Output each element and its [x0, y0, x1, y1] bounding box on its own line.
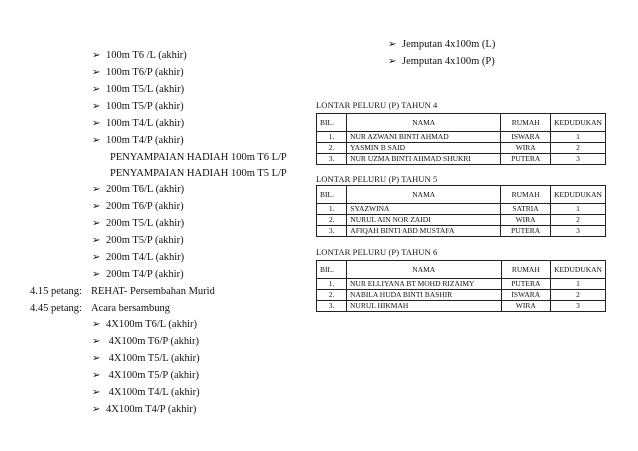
arrow-bullet-icon: ➢ [388, 39, 397, 50]
invitation-item: ➢ Jemputan 4x100m (P) [388, 56, 495, 67]
event-item: ➢ 100m T5/L (akhir) [92, 84, 185, 95]
event-item: ➢ 100m T4/L (akhir) [92, 118, 185, 129]
arrow-bullet-icon: ➢ [92, 387, 101, 398]
event-item: ➢ 200m T6/L (akhir) [92, 184, 185, 195]
event-item: ➢ 100m T4/P (akhir) [92, 135, 184, 146]
results-table [316, 113, 606, 165]
arrow-bullet-icon: ➢ [92, 336, 101, 347]
table-row: 2. NURUL AIN NOR ZAIDI WIRA 2 [317, 215, 606, 226]
event-item: ➢ 100m T6/P (akhir) [92, 67, 184, 78]
arrow-bullet-icon: ➢ [92, 84, 101, 95]
arrow-bullet-icon: ➢ [92, 135, 101, 146]
table-row: 3. AFIQAH BINTI ABD MUSTAFA PUTERA 3 [317, 226, 606, 237]
arrow-bullet-icon: ➢ [92, 353, 101, 364]
arrow-bullet-icon: ➢ [388, 56, 397, 67]
event-item: ➢ 100m T5/P (akhir) [92, 101, 184, 112]
event-item: ➢ 100m T6 /L (akhir) [92, 50, 187, 61]
header-kedudukan: KEDUDUKAN [551, 186, 606, 204]
presentation-line: PENYAMPAIAN HADIAH 100m T5 L/P [110, 168, 287, 179]
event-item: ➢ 200m T5/P (akhir) [92, 235, 184, 246]
results-table [316, 185, 606, 237]
table-row: 3. NUR UZMA BINTI AHMAD SHUKRI PUTERA 3 [317, 154, 606, 165]
table-row: 1. NUR AZWANI BINTI AHMAD ISWARA 1 [317, 132, 606, 143]
header-nama: NAMA [347, 114, 501, 132]
results-table [316, 260, 606, 312]
event-item: ➢ 4X100m T5/P (akhir) [92, 370, 200, 381]
arrow-bullet-icon: ➢ [92, 101, 101, 112]
invitation-item: ➢ Jemputan 4x100m (L) [388, 39, 496, 50]
arrow-bullet-icon: ➢ [92, 184, 101, 195]
header-nama: NAMA [347, 186, 501, 204]
section-title: LONTAR PELURU (P) TAHUN 6 [316, 247, 438, 257]
header-rumah: RUMAH [501, 114, 551, 132]
schedule-time: 4.15 petang [30, 286, 79, 297]
schedule-separator: : [79, 286, 82, 297]
arrow-bullet-icon: ➢ [92, 269, 101, 280]
header-rumah: RUMAH [501, 261, 551, 279]
schedule-text: Acara bersambung [91, 303, 171, 314]
table-row: 2. NABILA HUDA BINTI BASHIR ISWARA 2 [317, 290, 606, 301]
event-item: ➢ 4X100m T4/L (akhir) [92, 387, 200, 398]
event-item: ➢ 4X100m T6/L (akhir) [92, 319, 197, 330]
event-item: ➢ 4X100m T6/P (akhir) [92, 336, 200, 347]
arrow-bullet-icon: ➢ [92, 50, 101, 61]
event-item: ➢ 200m T4/L (akhir) [92, 252, 185, 263]
header-rumah: RUMAH [501, 186, 551, 204]
arrow-bullet-icon: ➢ [92, 404, 101, 415]
header-bil: BIL. [317, 186, 347, 204]
presentation-line: PENYAMPAIAN HADIAH 100m T6 L/P [110, 152, 287, 163]
header-nama: NAMA [347, 261, 502, 279]
table-row: 3. NURUL HIKMAH WIRA 3 [317, 301, 606, 312]
section-title: LONTAR PELURU (P) TAHUN 5 [316, 174, 438, 184]
table-row: 2. YASMIN B SAID WIRA 2 [317, 143, 606, 154]
arrow-bullet-icon: ➢ [92, 235, 101, 246]
schedule-text: REHAT- Persembahan Murid [91, 286, 215, 297]
header-kedudukan: KEDUDUKAN [551, 114, 606, 132]
header-bil: BIL. [317, 114, 347, 132]
schedule-time: 4.45 petang [30, 303, 79, 314]
schedule-separator: : [79, 303, 82, 314]
arrow-bullet-icon: ➢ [92, 319, 101, 330]
table-row: 1. SYAZWINA SATRIA 1 [317, 204, 606, 215]
event-item: ➢ 4X100m T4/P (akhir) [92, 404, 197, 415]
arrow-bullet-icon: ➢ [92, 67, 101, 78]
event-item: ➢ 4X100m T5/L (akhir) [92, 353, 200, 364]
event-item: ➢ 200m T4/P (akhir) [92, 269, 184, 280]
arrow-bullet-icon: ➢ [92, 252, 101, 263]
event-item: ➢ 200m T6/P (akhir) [92, 201, 184, 212]
arrow-bullet-icon: ➢ [92, 201, 101, 212]
arrow-bullet-icon: ➢ [92, 370, 101, 381]
arrow-bullet-icon: ➢ [92, 218, 101, 229]
section-title: LONTAR PELURU (P) TAHUN 4 [316, 100, 438, 110]
header-kedudukan: KEDUDUKAN [551, 261, 606, 279]
header-bil: BIL. [317, 261, 347, 279]
event-item: ➢ 200m T5/L (akhir) [92, 218, 185, 229]
arrow-bullet-icon: ➢ [92, 118, 101, 129]
table-row: 1. NUR ELLIYANA BT MOHD RIZAIMY PUTERA 1 [317, 279, 606, 290]
